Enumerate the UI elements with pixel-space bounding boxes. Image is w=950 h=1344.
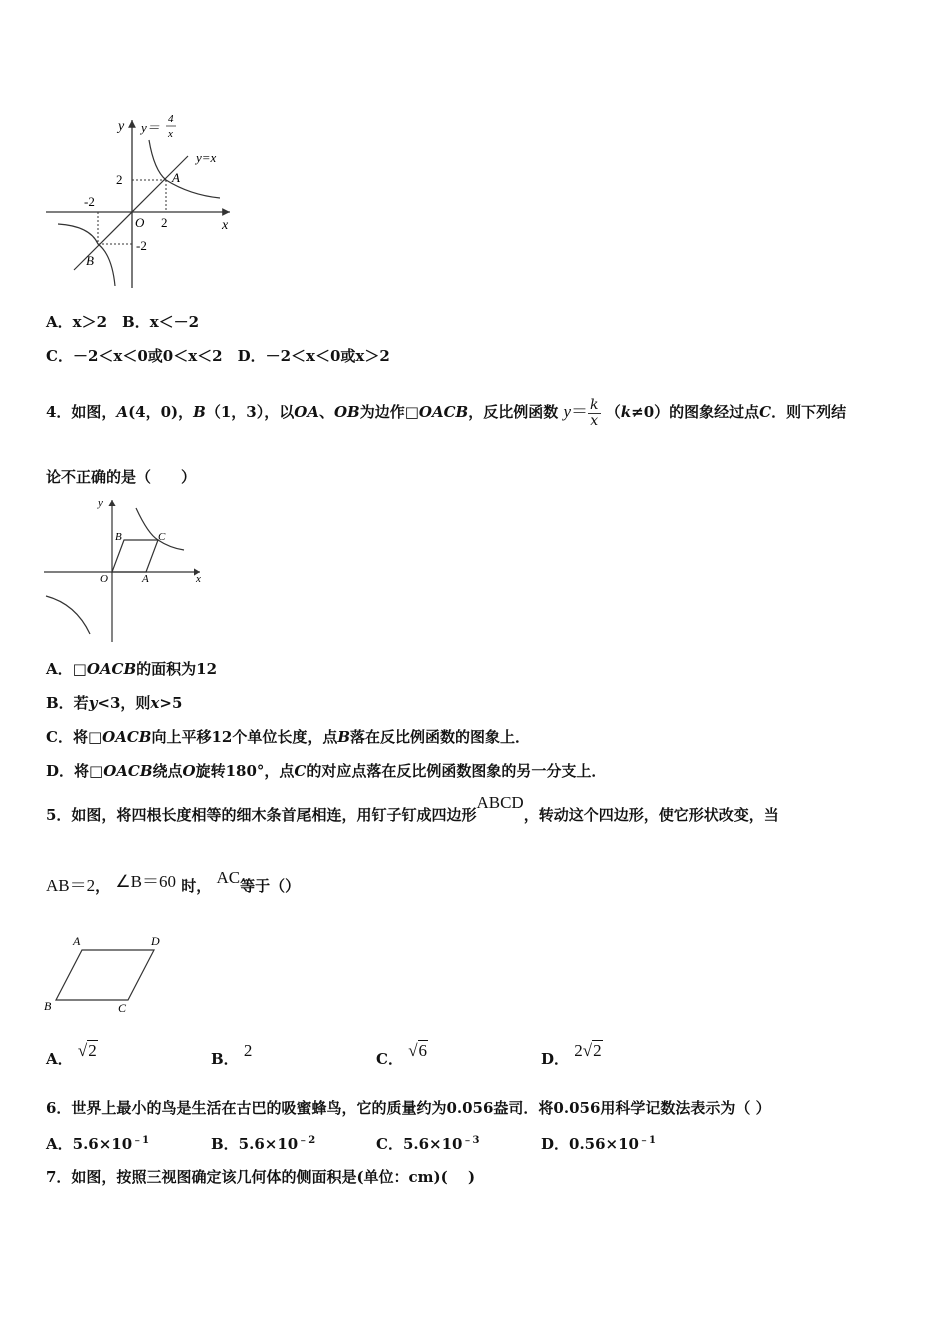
figure-q5-rhombus [40, 930, 180, 1020]
q5-optC-value: √6 [408, 1041, 428, 1060]
q5-optD-rad: 2 [593, 1041, 602, 1060]
q4-b-coords: （1，3），以 [205, 403, 295, 421]
q4-a-coords: (4，0)， [128, 403, 194, 421]
figure-q4-parallelogram [40, 494, 210, 646]
q6-optB-exp: ﹣2 [298, 1135, 316, 1146]
q4-stem [46, 392, 846, 432]
q6-optB: B．5.6×10 [211, 1135, 299, 1153]
q4-fig-b: B [115, 531, 122, 543]
label-curve-num: 4 [168, 113, 174, 125]
q4-func-y: y [563, 402, 572, 421]
q4-optC-para: □OACB [87, 728, 152, 746]
q5-optA-value: √2 [77, 1041, 97, 1060]
label-curve-prefix: y＝ [141, 120, 160, 135]
q4-sep: 、 [318, 403, 334, 421]
q4-fig-o: O [100, 573, 108, 585]
q5-option-d [541, 1040, 603, 1068]
q5-condition [46, 866, 300, 906]
q4-fig-a: A [142, 573, 149, 585]
q4-part4: （ [605, 403, 621, 421]
q5-part2: ，转动这个四边形，使它形状改变，当 [523, 806, 779, 824]
q4-optA-label: A． [46, 660, 73, 678]
q4-optB-label: B．若 [46, 694, 89, 712]
label-origin: O [135, 215, 145, 230]
q4-oa: OA [294, 403, 319, 421]
q4-fig-c: C [158, 531, 166, 543]
q5-option-b [211, 1040, 253, 1068]
q4-optC-mid: 向上平移12个单位长度，点 [151, 728, 338, 746]
q4-optD-label: D．将 [46, 762, 90, 780]
q6-optC-exp: ﹣3 [462, 1135, 480, 1146]
q5-stem [46, 795, 779, 835]
q6-optC: C．5.6×10 [376, 1135, 463, 1153]
q5-rhombus-abcd [56, 950, 154, 1000]
q4-optC-b: B [337, 728, 351, 746]
label-x: x [222, 218, 229, 233]
q4-part1: 4．如图， [46, 403, 117, 421]
q4-func-num: k [590, 396, 599, 413]
q4-option-c [46, 726, 530, 747]
q3-options-line1: A．x＞2 B．x＜－2 [46, 313, 200, 331]
q5-fig-d: D [151, 934, 160, 948]
q4-optB-mid: <3，则 [97, 694, 151, 712]
q6-optD-exp: ﹣1 [638, 1135, 656, 1146]
q4-hyperbola-branch-1 [136, 508, 184, 550]
q3-options-line2: C．－2＜x＜0或0＜x＜2 D．－2＜x＜0或x＞2 [46, 347, 390, 365]
q4-part5: ≠0）的图象经过点 [631, 403, 760, 421]
q4-optD-mid2: 旋转180°，点 [195, 762, 295, 780]
label-tick-neg2-y: -2 [136, 238, 147, 253]
label-b: B [86, 253, 94, 268]
q4-optC-label: C．将 [46, 728, 88, 746]
q6-option-a [46, 1131, 149, 1154]
q4-stem-line2: 论不正确的是（ ） [46, 468, 197, 486]
q6-optA: A．5.6×10 [46, 1135, 133, 1153]
q6-stem: 6．世界上最小的鸟是生活在古巴的吸蜜蜂鸟，它的质量约为0.056盎司．将0.056用科学记数法表示为（ ） [46, 1099, 771, 1117]
q6-optD: D．0.56×10 [541, 1135, 639, 1153]
q5-option-a [46, 1040, 98, 1068]
q4-func-den: x [590, 412, 599, 429]
q4-ob: OB [333, 403, 360, 421]
q4-para: □OACB [404, 403, 469, 421]
q5-ask: 等于（） [240, 877, 301, 895]
label-curve-den: x [168, 128, 173, 140]
q5-optB-label: B． [211, 1050, 239, 1068]
q5-optC-rad: 6 [418, 1041, 428, 1060]
q5-option-c [376, 1040, 428, 1068]
q4-parallelogram-oacb [112, 540, 158, 572]
q4-optC-end: 落在反比例函数的图象上． [350, 728, 531, 746]
q5-optC-label: C． [376, 1050, 403, 1068]
q4-fig-y: y [98, 497, 103, 509]
q4-func-fraction [588, 398, 600, 429]
q4-option-b [46, 692, 182, 713]
q5-cond2: ∠B＝60 [115, 872, 176, 891]
q4-c: C [759, 403, 772, 421]
q4-optD-para: □OACB [89, 762, 153, 780]
q4-k: k [620, 403, 632, 421]
q4-optA-text: 的面积为12 [136, 660, 218, 678]
q5-optD-value: 2√2 [574, 1041, 602, 1060]
q5-ac: AC [216, 868, 241, 887]
q4-optB-y: y [88, 694, 98, 712]
q4-optD-c: C [294, 762, 307, 780]
q6-option-c [376, 1131, 479, 1154]
q4-optD-o: O [182, 762, 196, 780]
q4-option-d [46, 760, 606, 781]
q5-optD-coef: 2 [574, 1041, 583, 1060]
q4-optD-end: 的对应点落在反比例函数图象的另一分支上． [306, 762, 607, 780]
q4-optA-para: □OACB [72, 660, 137, 678]
q7-stem: 7．如图，按照三视图确定该几何体的侧面积是(单位：cm)( ) [46, 1168, 476, 1186]
q5-abcd: ABCD [476, 793, 524, 812]
q4-part3: ，反比例函数 [468, 403, 559, 421]
label-y: y [118, 119, 125, 134]
q6-option-b [211, 1131, 315, 1154]
q5-fig-a: A [73, 934, 81, 948]
q4-func-eq: ＝ [571, 402, 589, 421]
q4-b: B [193, 403, 206, 421]
q4-optB-x: x [150, 694, 160, 712]
label-tick-2-y: 2 [116, 172, 123, 187]
q4-part6: ．则下列结 [771, 403, 847, 421]
q4-part2: 为边作 [359, 403, 405, 421]
q5-optB-value: 2 [243, 1041, 253, 1060]
q5-fig-c: C [118, 1001, 127, 1015]
q5-optA-rad: 2 [88, 1041, 97, 1060]
figure-hyperbola-line [40, 110, 240, 290]
q4-fig-x: x [196, 573, 201, 585]
label-tick-neg2-x: -2 [84, 194, 95, 209]
q5-optD-label: D． [541, 1050, 570, 1068]
q4-hyperbola-branch-2 [46, 596, 90, 634]
q5-when: 时， [181, 877, 212, 895]
q5-part1: 5．如图，将四根长度相等的细木条首尾相连，用钉子钉成四边形 [46, 806, 477, 824]
q5-fig-b: B [44, 999, 52, 1013]
q5-comma: ， [95, 877, 111, 895]
q4-option-a [46, 658, 217, 679]
q4-optB-end: >5 [159, 694, 183, 712]
label-a: A [172, 170, 180, 185]
q5-optA-label: A． [46, 1050, 73, 1068]
q5-cond1: AB＝2 [46, 876, 96, 895]
q6-option-d [541, 1131, 656, 1154]
q4-a: A [116, 403, 129, 421]
hyperbola-branch-1 [149, 140, 220, 198]
label-line: y=x [196, 150, 217, 165]
label-tick-2-x: 2 [161, 215, 168, 230]
q6-optA-exp: ﹣1 [132, 1135, 150, 1146]
q4-optD-mid: 绕点 [152, 762, 183, 780]
